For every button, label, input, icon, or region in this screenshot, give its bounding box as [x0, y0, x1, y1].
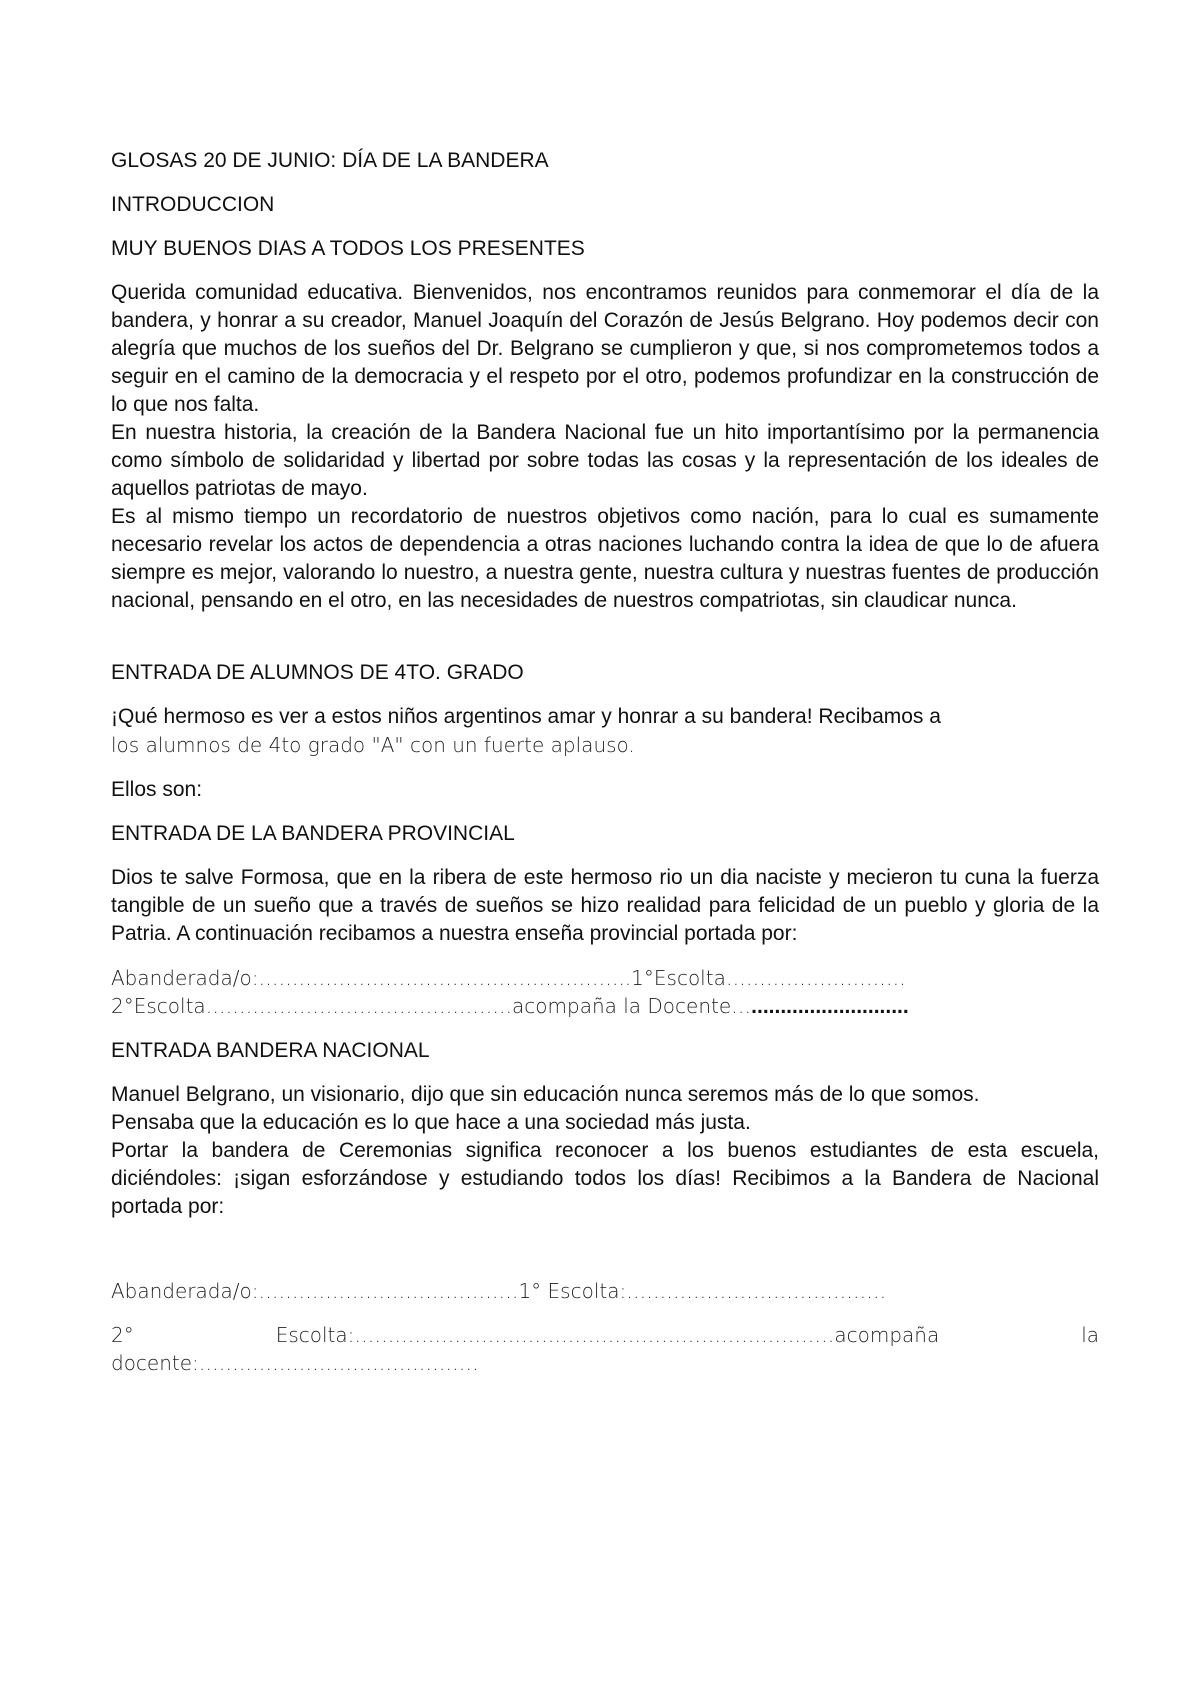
nacional-escolta-line: [111, 1321, 1099, 1349]
greeting-line: MUY BUENOS DIAS A TODOS LOS PRESENTES: [111, 237, 585, 260]
ellos-son-label: Ellos son:: [111, 778, 203, 801]
alumnos-paragraph: [111, 703, 1099, 760]
alumnos-text-1: ¡Qué hermoso es ver a estos niños argentinos amar y honrar a su bandera! Recibamos a: [111, 705, 941, 728]
document-body: [111, 147, 1099, 1377]
introduccion-heading: INTRODUCCION: [111, 193, 275, 216]
alumnos-heading: ENTRADA DE ALUMNOS DE 4TO. GRADO: [111, 661, 524, 684]
nacional-paragraph-2: Pensaba que la educación es lo que hace a una sociedad más justa.: [111, 1111, 751, 1134]
nacional-paragraph-1: Manuel Belgrano, un visionario, dijo que sin educación nunca seremos más de lo que somos.: [111, 1083, 980, 1106]
provincial-flag-bearers-line: Abanderada/o:………………………………………………..1°Escolta………………………: [111, 966, 906, 990]
alumnos-text-2: los alumnos de 4to grado "A" con un fuerte aplauso.: [111, 733, 635, 757]
provincial-heading: ENTRADA DE LA BANDERA PROVINCIAL: [111, 822, 515, 845]
nacional-flag-bearers-line: Abanderada/o:…………………………………1° Escolta:…………………………………: [111, 1279, 887, 1303]
nacional-paragraph-3: Portar la bandera de Ceremonias significa reconocer a los buenos estudiantes de esta escuela, diciéndoles: ¡sigan esforzándose y estudiando todos los días! Recibimos a la Bandera de Nacional portada por:: [111, 1139, 1099, 1218]
nacional-escolta-word-2: Escolta:………………………………………………………………acompaña: [275, 1323, 940, 1347]
document-title: GLOSAS 20 DE JUNIO: DÍA DE LA BANDERA: [111, 149, 549, 172]
nacional-heading: ENTRADA BANDERA NACIONAL: [111, 1039, 430, 1062]
provincial-escolta-text: 2°Escolta……………………………………….acompaña la Docente…: [111, 994, 752, 1018]
nacional-escolta-word-3: la: [1081, 1323, 1099, 1347]
intro-paragraph-3: Es al mismo tiempo un recordatorio de nuestros objetivos como nación, para lo cual es sumamente necesario revelar los actos de dependencia a otras naciones luchando contra la idea de que lo de afuera siempre es mejor, valorando lo nuestro, a nuestra gente, nuestra cultura y nuestras fuentes de producción nacional, pensando en el otro, en las necesidades de nuestros compatriotas, sin claudicar nunca.: [111, 505, 1099, 612]
provincial-escolta-line: [111, 992, 1099, 1021]
provincial-paragraph: Dios te salve Formosa, que en la ribera de este hermoso rio un dia naciste y mecieron tu cuna la fuerza tangible de un sueño que a través de sueños se hizo realidad para felicidad de un pueblo y gloria de la Patria. A continuación recibamos a nuestra enseña provincial portada por:: [111, 866, 1099, 945]
nacional-escolta-word-1: 2°: [111, 1323, 134, 1347]
intro-paragraph-2: En nuestra historia, la creación de la Bandera Nacional fue un hito importantísimo por la permanencia como símbolo de solidaridad y libertad por sobre todas las cosas y la representación de los ideales de aquellos patriotas de mayo.: [111, 421, 1099, 500]
intro-paragraph-1: Querida comunidad educativa. Bienvenidos, nos encontramos reunidos para conmemorar el día de la bandera, y honrar a su creador, Manuel Joaquín del Corazón de Jesús Belgrano. Hoy podemos decir con alegría que muchos de los sueños del Dr. Belgrano se cumplieron y que, si nos comprometemos todos a seguir en el camino de la democracia y el respeto por el otro, podemos profundizar en la construcción de lo que nos falta.: [111, 281, 1099, 416]
nacional-docente-line: docente:……………………………………: [111, 1351, 479, 1375]
provincial-escolta-dots: ...........................: [751, 995, 909, 1018]
